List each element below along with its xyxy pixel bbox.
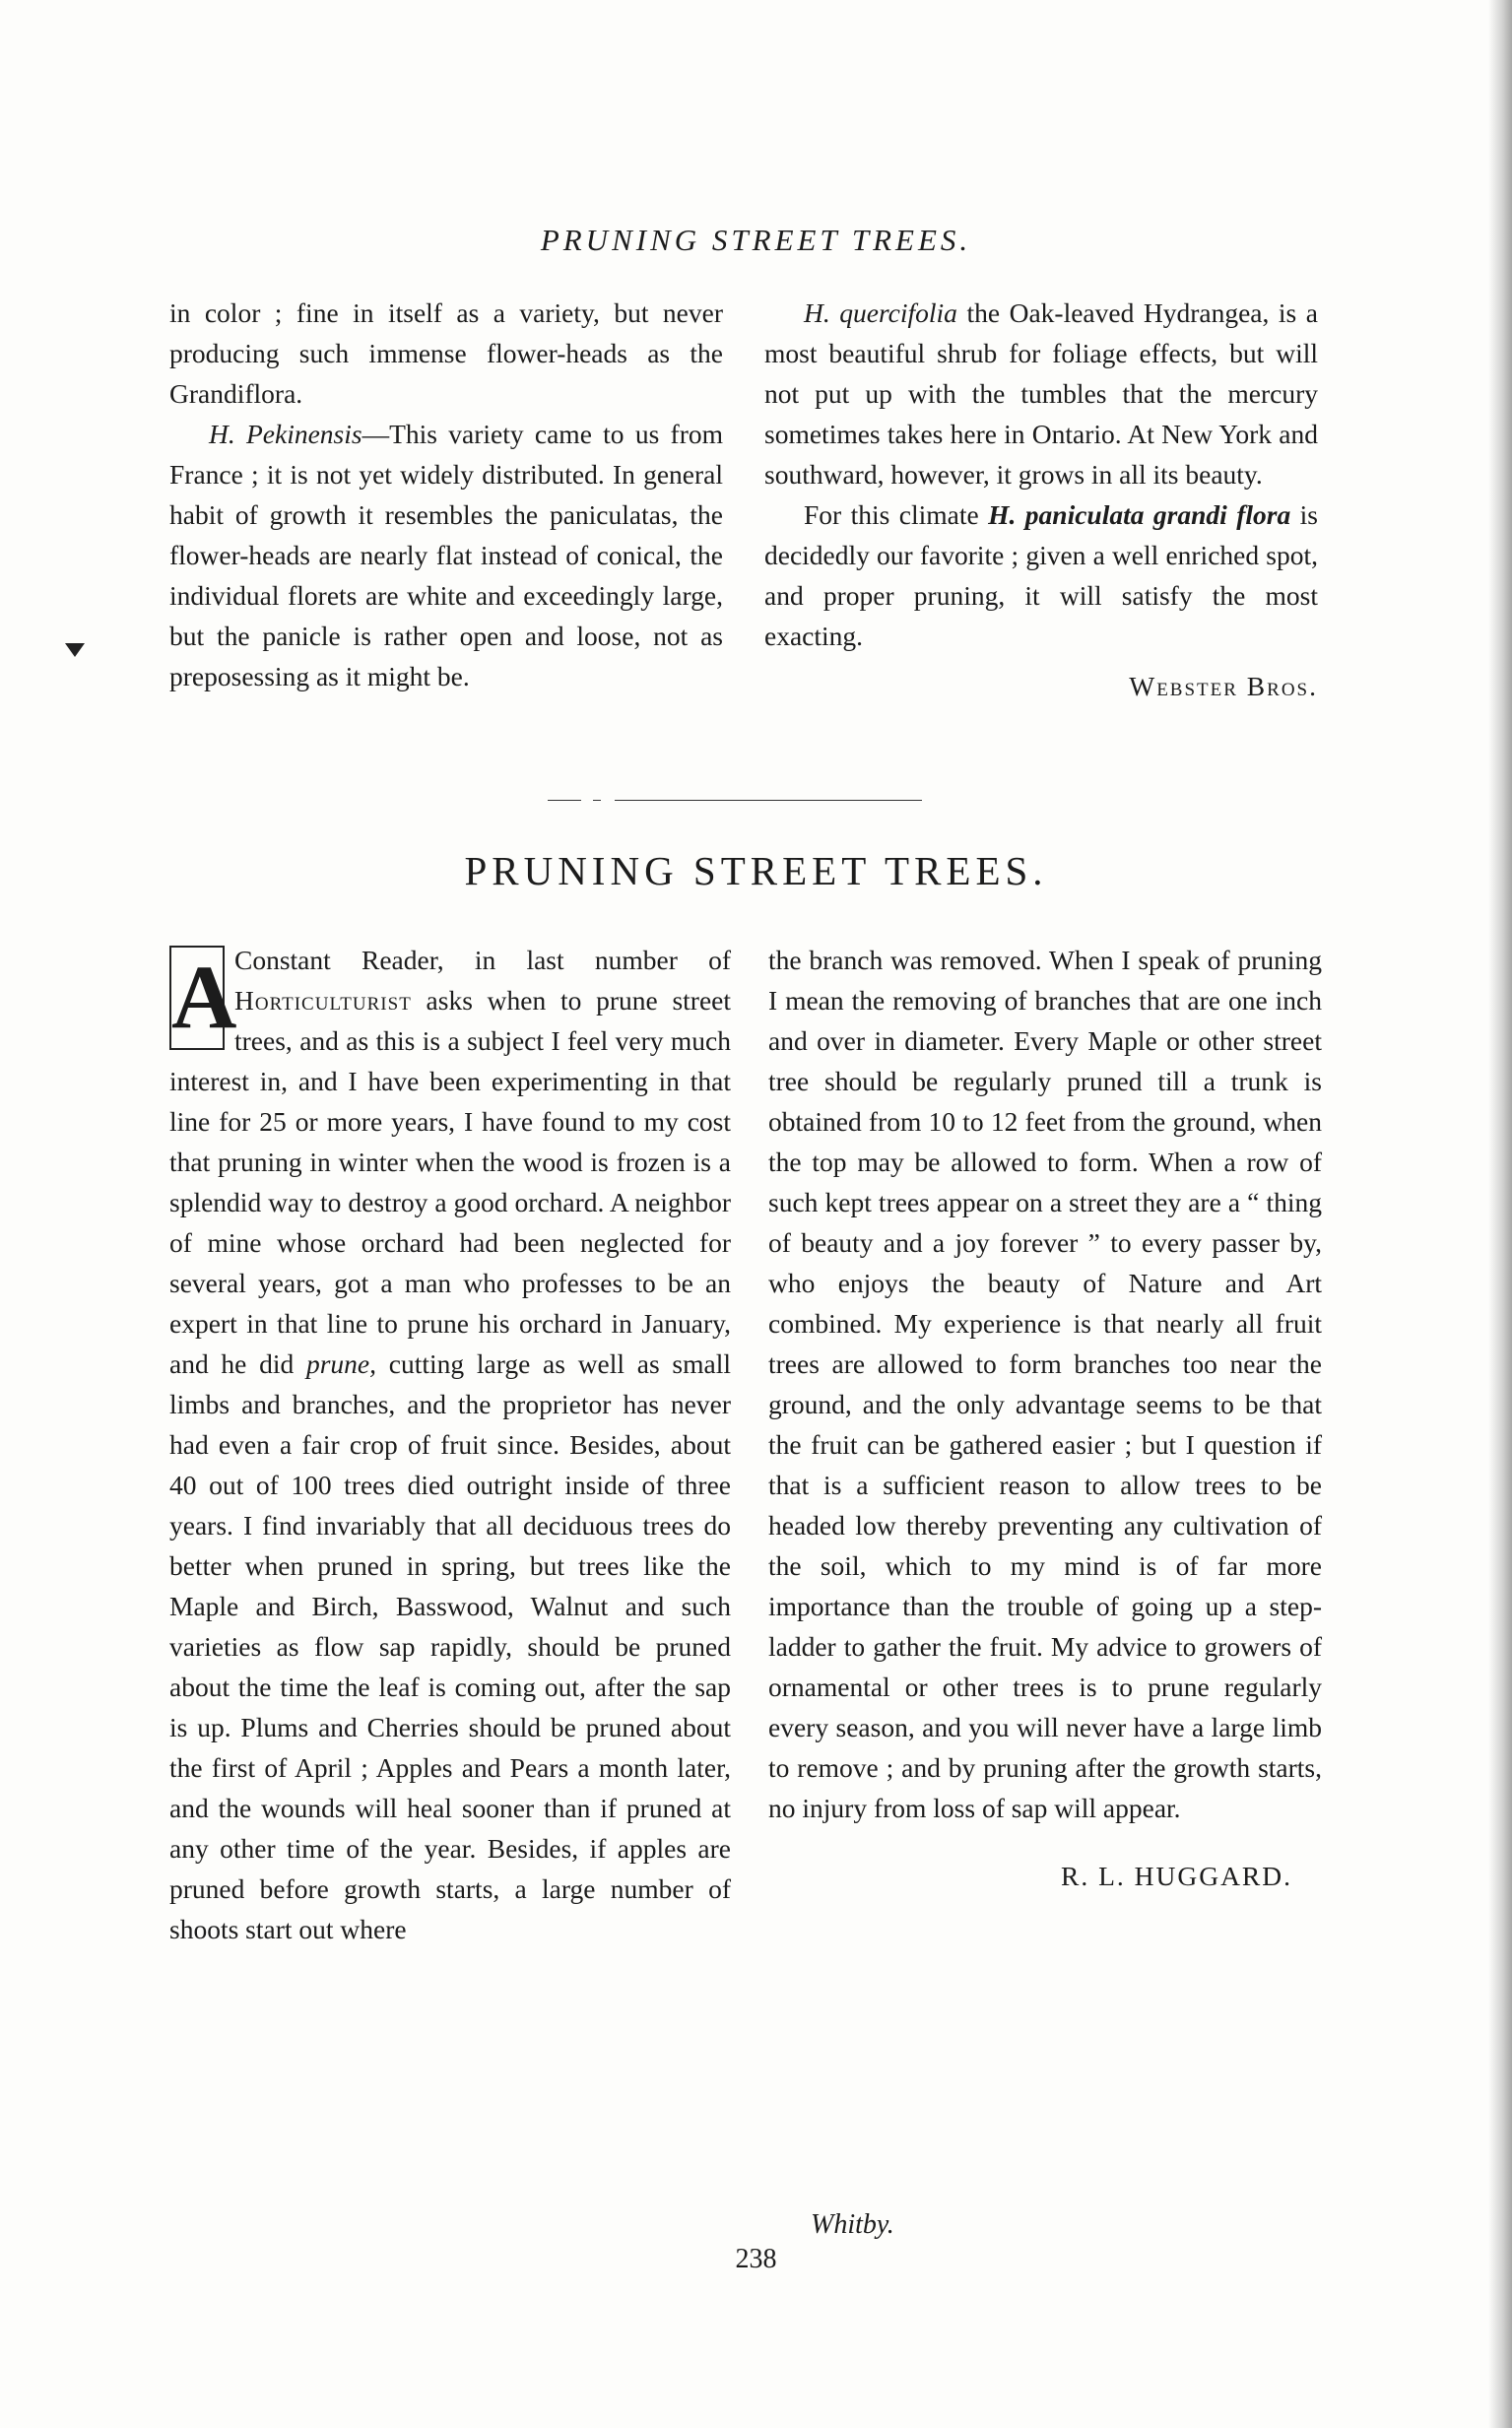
paragraph-text: the Oak-leaved Hydrangea, is a most beautiful shrub for foliage effects, but will not put up with the tumbles that the mercury sometimes takes here in Ontario. At New York and southward, however, it grows in all its beauty. [764,297,1319,490]
drop-cap: A [169,946,225,1050]
paragraph-text: is decidedly our favorite ; given a well enriched spot, and proper pruning, it will satisfy the most exacting. [764,499,1318,651]
paragraph [764,494,1318,656]
paragraph-text: Constant Reader, in last number of [234,945,731,975]
paragraph [169,414,723,696]
signature: Webster Bros. [1129,671,1318,701]
top-left-column [169,293,723,696]
paragraph [169,940,731,1949]
paragraph-text: For this climate [804,499,989,530]
running-head: PRUNING STREET TREES. [540,223,972,257]
emphasis: prune, [305,1348,377,1379]
page-number: 238 [735,2244,777,2274]
scan-edge-shadow [1488,0,1512,2428]
margin-mark-icon [65,643,85,657]
paragraph-text: —This variety came to us from France ; it is not yet widely distributed. In general habit of growth it resembles the paniculatas, the flower-heads are nearly flat instead of conical, the individual florets are white and exceedingly large, but the panicle is rather open and loose, not as preposessing as it might be. [169,419,723,691]
paragraph: the branch was removed. When I speak of pruning I mean the removing of branches that are one inch and over in diameter. Every Maple or other street tree should be regularly pruned till a trunk is obtained from 10 to 12 feet from the ground, when the top may be allowed to form. When a row of such kept trees appear on a street they are a “ thing of beauty and a joy forever ” to every passer by, who enjoys the beauty of Nature and Art combined. My experience is that nearly all fruit trees are allowed to form branches too near the ground, and the only advantage seems to be that the fruit can be gathered easier ; but I question if that is a sufficient reason to allow trees to be headed low thereby preventing any cultivation of the soil, which to my mind is of far more importance than the trouble of going up a step-ladder to gather the fruit. My advice to growers of ornamental or other trees is to prune regularly every season, and you will never have a large limb to remove ; and by pruning after the growth starts, no injury from loss of sap will appear. [768,945,1322,1823]
paragraph-text: cutting large as well as small limbs and branches, and the proprietor has never had even a fair crop of fruit since. Besides, about 40 out of 100 trees died outright inside of three years. I find invariably that all deciduous trees do better when pruned in spring, but trees like the Maple and Birch, Basswood, Walnut and such varieties as flow sap rapidly, should be pruned about the time the leaf is coming out, after the sap is up. Plums and Cherries should be pruned about the first of April ; Apples and Pears a month later, and the wounds will heal sooner than if pruned at any other time of the year. Besides, if apples are pruned before growth starts, a large number of shoots start out where [169,1348,731,1944]
paragraph-text: asks when to prune street trees, and as this is a subject I feel very much interest in, and I have been experimenting in that line for 25 or more years, I have found to my cost that pruning in winter when the wood is frozen is a splendid way to destroy a good orchard. A neighbor of mine whose orchard had been neglected for several years, got a man who professes to be an expert in that line to prune his orchard in January, and he did [169,985,731,1379]
place-name: Whitby. [811,2209,894,2240]
divider-gap [581,798,593,804]
variety-name: H. paniculata grandi flora [988,499,1291,530]
article-title: PRUNING STREET TREES. [464,848,1048,893]
variety-name: H. Pekinensis [209,419,362,449]
paragraph: in color ; fine in itself as a variety, but never producing such immense flower-heads as the Grandiflora. [169,297,723,409]
top-right-column [764,293,1318,706]
publication-name: Horticulturist [234,985,412,1016]
paragraph [764,293,1318,494]
signature: R. L. HUGGARD. [1060,1861,1292,1891]
variety-name: H. quercifolia [804,297,957,328]
divider-gap [601,798,615,804]
main-right-column [768,940,1322,1896]
main-left-column [169,940,731,1949]
